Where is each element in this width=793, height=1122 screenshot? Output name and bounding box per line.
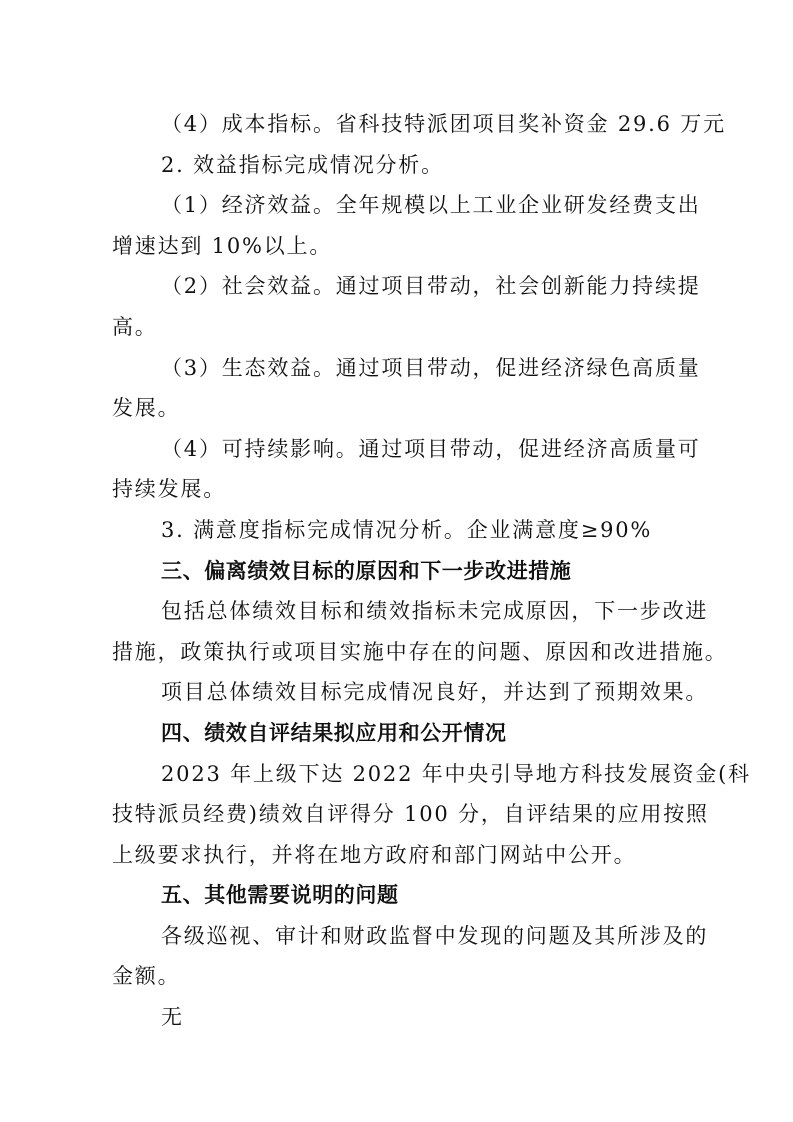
paragraph-line: （4）成本指标。省科技特派团项目奖补资金 29.6 万元 <box>161 112 726 136</box>
paragraph-line: （2）社会效益。通过项目带动，社会创新能力持续提 <box>161 274 701 299</box>
paragraph-line: 项目总体绩效目标完成情况良好，并达到了预期效果。 <box>161 680 709 705</box>
paragraph-line: 2023 年上级下达 2022 年中央引导地方科技发展资金(科 <box>161 761 751 786</box>
paragraph-line: 各级巡视、审计和财政监督中发现的问题及其所涉及的 <box>161 923 709 948</box>
paragraph-line: 持续发展。 <box>112 477 226 502</box>
paragraph-line: 无 <box>161 1005 184 1030</box>
paragraph-line: 高。 <box>112 314 158 339</box>
paragraph-line: （1）经济效益。全年规模以上工业企业研发经费支出 <box>161 193 701 218</box>
paragraph-line: 技特派员经费)绩效自评得分 100 分，自评结果的应用按照 <box>112 802 709 827</box>
paragraph-line: （4）可持续影响。通过项目带动，促进经济高质量可 <box>161 436 701 461</box>
document-page <box>112 104 751 1038</box>
paragraph-line: 增速达到 10%以上。 <box>112 233 333 258</box>
paragraph-line: 措施，政策执行或项目实施中存在的问题、原因和改进措施。 <box>112 639 728 664</box>
paragraph-line: （3）生态效益。通过项目带动，促进经济绿色高质量 <box>161 355 701 380</box>
paragraph-line: 包括总体绩效目标和绩效指标未完成原因，下一步改进 <box>161 599 709 624</box>
paragraph-line: 上级要求执行，并将在地方政府和部门网站中公开。 <box>112 842 637 867</box>
paragraph-line: 发展。 <box>112 396 181 421</box>
paragraph-line: 金额。 <box>112 964 181 989</box>
paragraph-line: 2. 效益指标完成情况分析。 <box>161 152 444 177</box>
section-heading: 五、其他需要说明的问题 <box>161 883 399 908</box>
section-heading: 三、偏离绩效目标的原因和下一步改进措施 <box>161 558 572 583</box>
paragraph-line: 3. 满意度指标完成情况分析。企业满意度≥90% <box>161 517 653 542</box>
section-heading: 四、绩效自评结果拟应用和公开情况 <box>161 720 507 745</box>
